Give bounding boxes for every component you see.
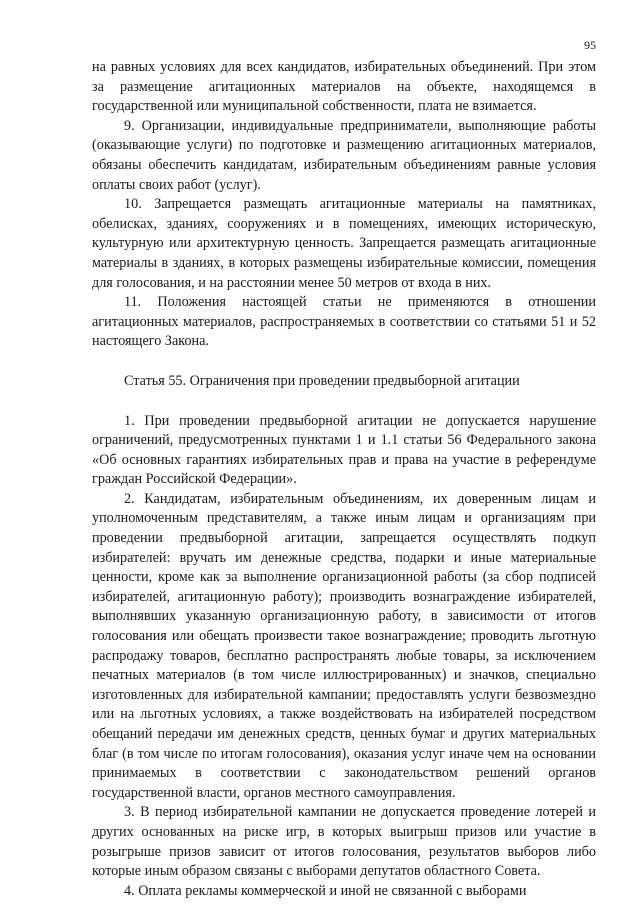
paragraph-item-4: 4. Оплата рекламы коммерческой и иной не связанной с выборами (124, 882, 527, 899)
paragraph-item-10: 10. Запрещается размещать агитационные материалы на памятниках, обелисках, зданиях, сооружениях и в помещениях, имеющих историческую, культурную или архитектурную ценность. Запрещается размещать агитационные материалы в зданиях, в которых размещены избирательные комиссии, помещения для голосования, и на расстоянии менее 50 метров от входа в них. (92, 196, 596, 291)
paragraph-item-1: 1. При проведении предвыборной агитации не допускается нарушение ограничений, предусмотренных пунктами 1 и 1.1 статьи 56 Федерального закона «Об основных гарантиях избирательных прав и права на участие в референдуме граждан Российской Федерации». (92, 412, 596, 488)
paragraph-item-3: 3. В период избирательной кампании не допускается проведение лотерей и других основанных на риске игр, в которых выигрыш призов или участие в розыгрыше призов зависит от итогов голосования, результатов выборов либо которые иным образом связаны с выборами депутатов областного Совета. (92, 804, 596, 880)
paragraph-item-11: 11. Положения настоящей статьи не применяются в отношении агитационных материалов, распространяемых в соответствии со статьями 51 и 52 настоящего Закона. (92, 294, 596, 350)
article-heading: Статья 55. Ограничения при проведении предвыборной агитации (124, 372, 520, 389)
paragraph-item-2: 2. Кандидатам, избирательным объединениям, их доверенным лицам и уполномоченным представителям, а также иным лицам и организациям при проведении предвыборной агитации, запрещается осуществлять подкуп избирателей: вручать им денежные средства, подарки и иные материальные ценности, кроме как за выполнение организационной работы (за сбор подписей избирателей, агитационную работу); производить вознаграждение избирателей, выполнявших указанную организационную работу, в зависимости от итогов голосования или обещать произвести такое вознаграждение; проводить льготную распродажу товаров, бесплатно распространять любые товары, за исключением печатных материалов (в том числе иллюстрированных) и значков, специально изготовленных для избирательной кампании; предоставлять услуги безвозмездно или на льготных условиях, а также воздействовать на избирателей посредством обещаний передачи им денежных средств, ценных бумаг и других материальных благ (в том числе по итогам голосования), оказания услуг иначе чем на основании принимаемых в соответствии с законодательством решений органов государственной власти, органов местного самоуправления. (92, 490, 596, 801)
page-number: 95 (584, 38, 596, 52)
paragraph-continuation: на равных условиях для всех кандидатов, избирательных объединений. При этом за размещение агитационных материалов на объекте, находящемся в государственной или муниципальной собственности, плата не взимается. (92, 59, 596, 115)
paragraph-item-9: 9. Организации, индивидуальные предприниматели, выполняющие работы (оказывающие услуги) по подготовке и размещению агитационных материалов, обязаны обеспечить кандидатам, избирательным объединениям равные условия оплаты своих работ (услуг). (92, 117, 596, 193)
